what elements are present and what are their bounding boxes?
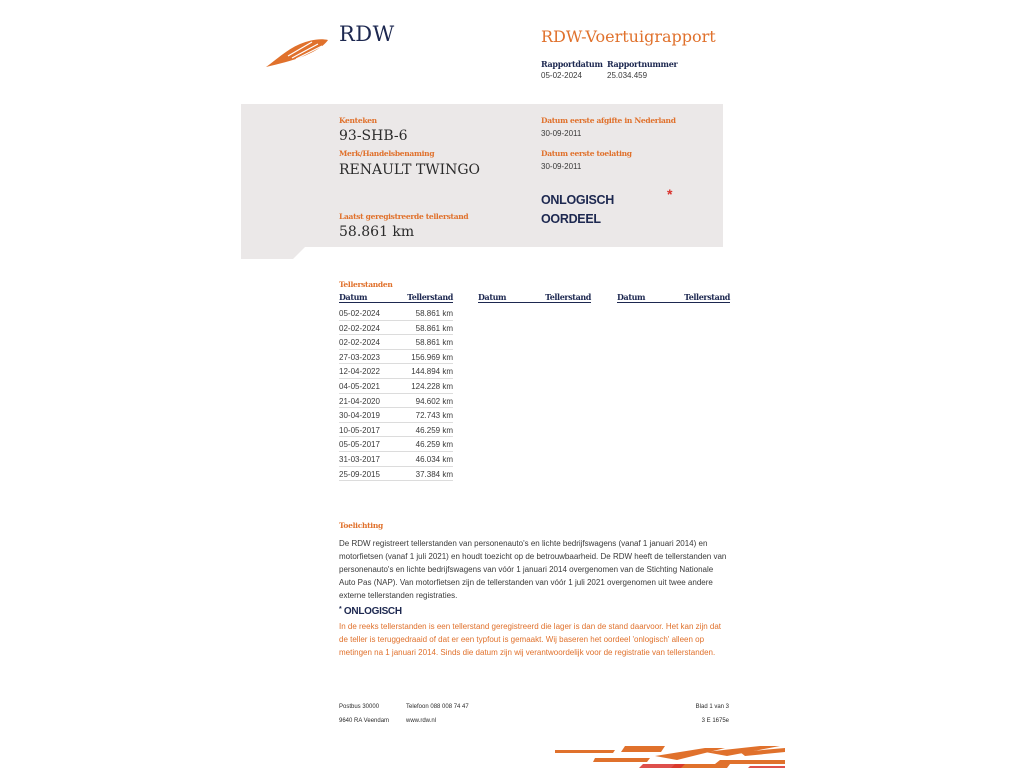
note-text: In de reeks tellerstanden is een tellerstand geregistreerd die lager is dan de stand daarvoor. Het kan zijn dat de teller is teruggedraaid of dat er een typfout is gemaakt. Wij baseren het oordeel 'onlogisch' alleen op metingen na 1 januari 2014. Sinds die datum zijn wij verantwoordelijk voor de registratie van tellerstanden. — [339, 622, 722, 657]
reading-value: 72.743 km — [415, 411, 453, 421]
reading-date: 25-09-2015 — [339, 469, 380, 479]
plate-label: Kenteken — [339, 116, 377, 125]
reading-date: 12-04-2022 — [339, 367, 380, 377]
table-row — [339, 394, 453, 409]
brand-name: RDW — [339, 22, 395, 46]
reading-date: 05-02-2024 — [339, 309, 380, 318]
footer-website[interactable]: www.rdw.nl — [406, 718, 437, 724]
table-row — [339, 408, 453, 423]
vehicle-make: RENAULT TWINGO — [339, 162, 481, 178]
footer-doc-code: 3 E 1675e — [701, 718, 729, 724]
table-row — [339, 452, 453, 467]
rdw-logo-icon — [266, 36, 330, 68]
reading-date: 10-05-2017 — [339, 425, 380, 435]
footer-phone: Telefoon 088 008 74 47 — [406, 704, 469, 710]
panel-tab-shape — [241, 247, 305, 259]
reading-value: 58.861 km — [415, 323, 453, 333]
table-row — [339, 379, 453, 394]
report-title: RDW-Voertuigrapport — [541, 27, 716, 46]
license-plate: 93-SHB-6 — [339, 128, 408, 144]
footer-page-number: Blad 1 van 3 — [695, 704, 729, 710]
readings-list — [339, 306, 453, 481]
first-nl-label: Datum eerste afgifte in Nederland — [541, 116, 676, 125]
reading-value: 156.969 km — [411, 352, 453, 362]
first-admission-date: 30-09-2011 — [541, 162, 582, 171]
table-row — [339, 437, 453, 452]
col-date-header: Datum — [339, 292, 368, 302]
table-row — [339, 306, 453, 321]
decorative-stripes-icon — [555, 744, 785, 768]
explanation-text: De RDW registreert tellerstanden van personenauto's en lichte bedrijfswagens (vanaf 1 januari 2014) en motorfietsen (vanaf 1 juli 2021) en houdt toezicht op de betrouwbaarheid. De RDW heeft de tellerstanden van personenauto's en lichte bedrijfswagens van vóór 1 januari 2014 overgenomen van de Stichting Nationale Auto Pas (NAP). Van motorfietsen zijn de tellerstanden van vóór 1 juli 2021 overgenomen uit twee andere externe tellerstanden registraties. — [339, 539, 727, 600]
readings-header-col-3 — [617, 292, 730, 303]
reading-value: 94.602 km — [415, 396, 453, 406]
verdict-star: * — [667, 186, 673, 202]
last-odometer: 58.861 km — [339, 224, 415, 240]
reading-date: 27-03-2023 — [339, 352, 380, 362]
odometer-verdict: ONLOGISCH OORDEEL — [541, 193, 614, 226]
table-row — [339, 364, 453, 379]
reading-date: 04-05-2021 — [339, 381, 380, 391]
first-admission-label: Datum eerste toelating — [541, 149, 632, 158]
explanation-title: Toelichting — [339, 521, 383, 530]
report-date-label: Rapportdatum — [541, 59, 603, 69]
note-title: ONLOGISCH — [343, 606, 402, 617]
table-row — [339, 321, 453, 336]
col-value-header: Tellerstand — [545, 292, 591, 302]
reading-value: 46.259 km — [415, 440, 453, 450]
table-row — [339, 467, 453, 482]
reading-value: 144.894 km — [411, 367, 453, 377]
reading-date: 30-04-2019 — [339, 411, 380, 421]
note-star: * — [339, 606, 342, 613]
report-date: 05-02-2024 — [541, 71, 582, 80]
make-label: Merk/Handelsbenaming — [339, 149, 435, 158]
reading-value: 46.034 km — [415, 454, 453, 464]
table-row — [339, 335, 453, 350]
odometer-label: Laatst geregistreerde tellerstand — [339, 212, 469, 221]
reading-value: 37.384 km — [415, 469, 453, 479]
col-date-header: Datum — [478, 292, 507, 302]
reading-date: 02-02-2024 — [339, 338, 380, 348]
note-heading — [339, 606, 402, 617]
reading-value: 58.861 km — [415, 309, 453, 318]
footer-postbus: Postbus 30000 — [339, 704, 380, 710]
table-row — [339, 423, 453, 438]
col-value-header: Tellerstand — [684, 292, 730, 302]
readings-header-col-1 — [339, 292, 453, 303]
reading-date: 05-05-2017 — [339, 440, 380, 450]
readings-header-col-2 — [478, 292, 591, 303]
reading-date: 02-02-2024 — [339, 323, 380, 333]
footer-city: 9640 RA Veendam — [339, 718, 390, 724]
reading-date: 21-04-2020 — [339, 396, 380, 406]
report-number: 25.034.459 — [607, 71, 648, 80]
first-nl-date: 30-09-2011 — [541, 129, 582, 138]
reading-value: 58.861 km — [415, 338, 453, 348]
readings-title: Tellerstanden — [339, 280, 393, 289]
reading-value: 124.228 km — [411, 381, 453, 391]
report-number-label: Rapportnummer — [607, 59, 678, 69]
col-value-header: Tellerstand — [407, 292, 453, 302]
reading-value: 46.259 km — [415, 425, 453, 435]
reading-date: 31-03-2017 — [339, 454, 380, 464]
table-row — [339, 350, 453, 365]
col-date-header: Datum — [617, 292, 646, 302]
